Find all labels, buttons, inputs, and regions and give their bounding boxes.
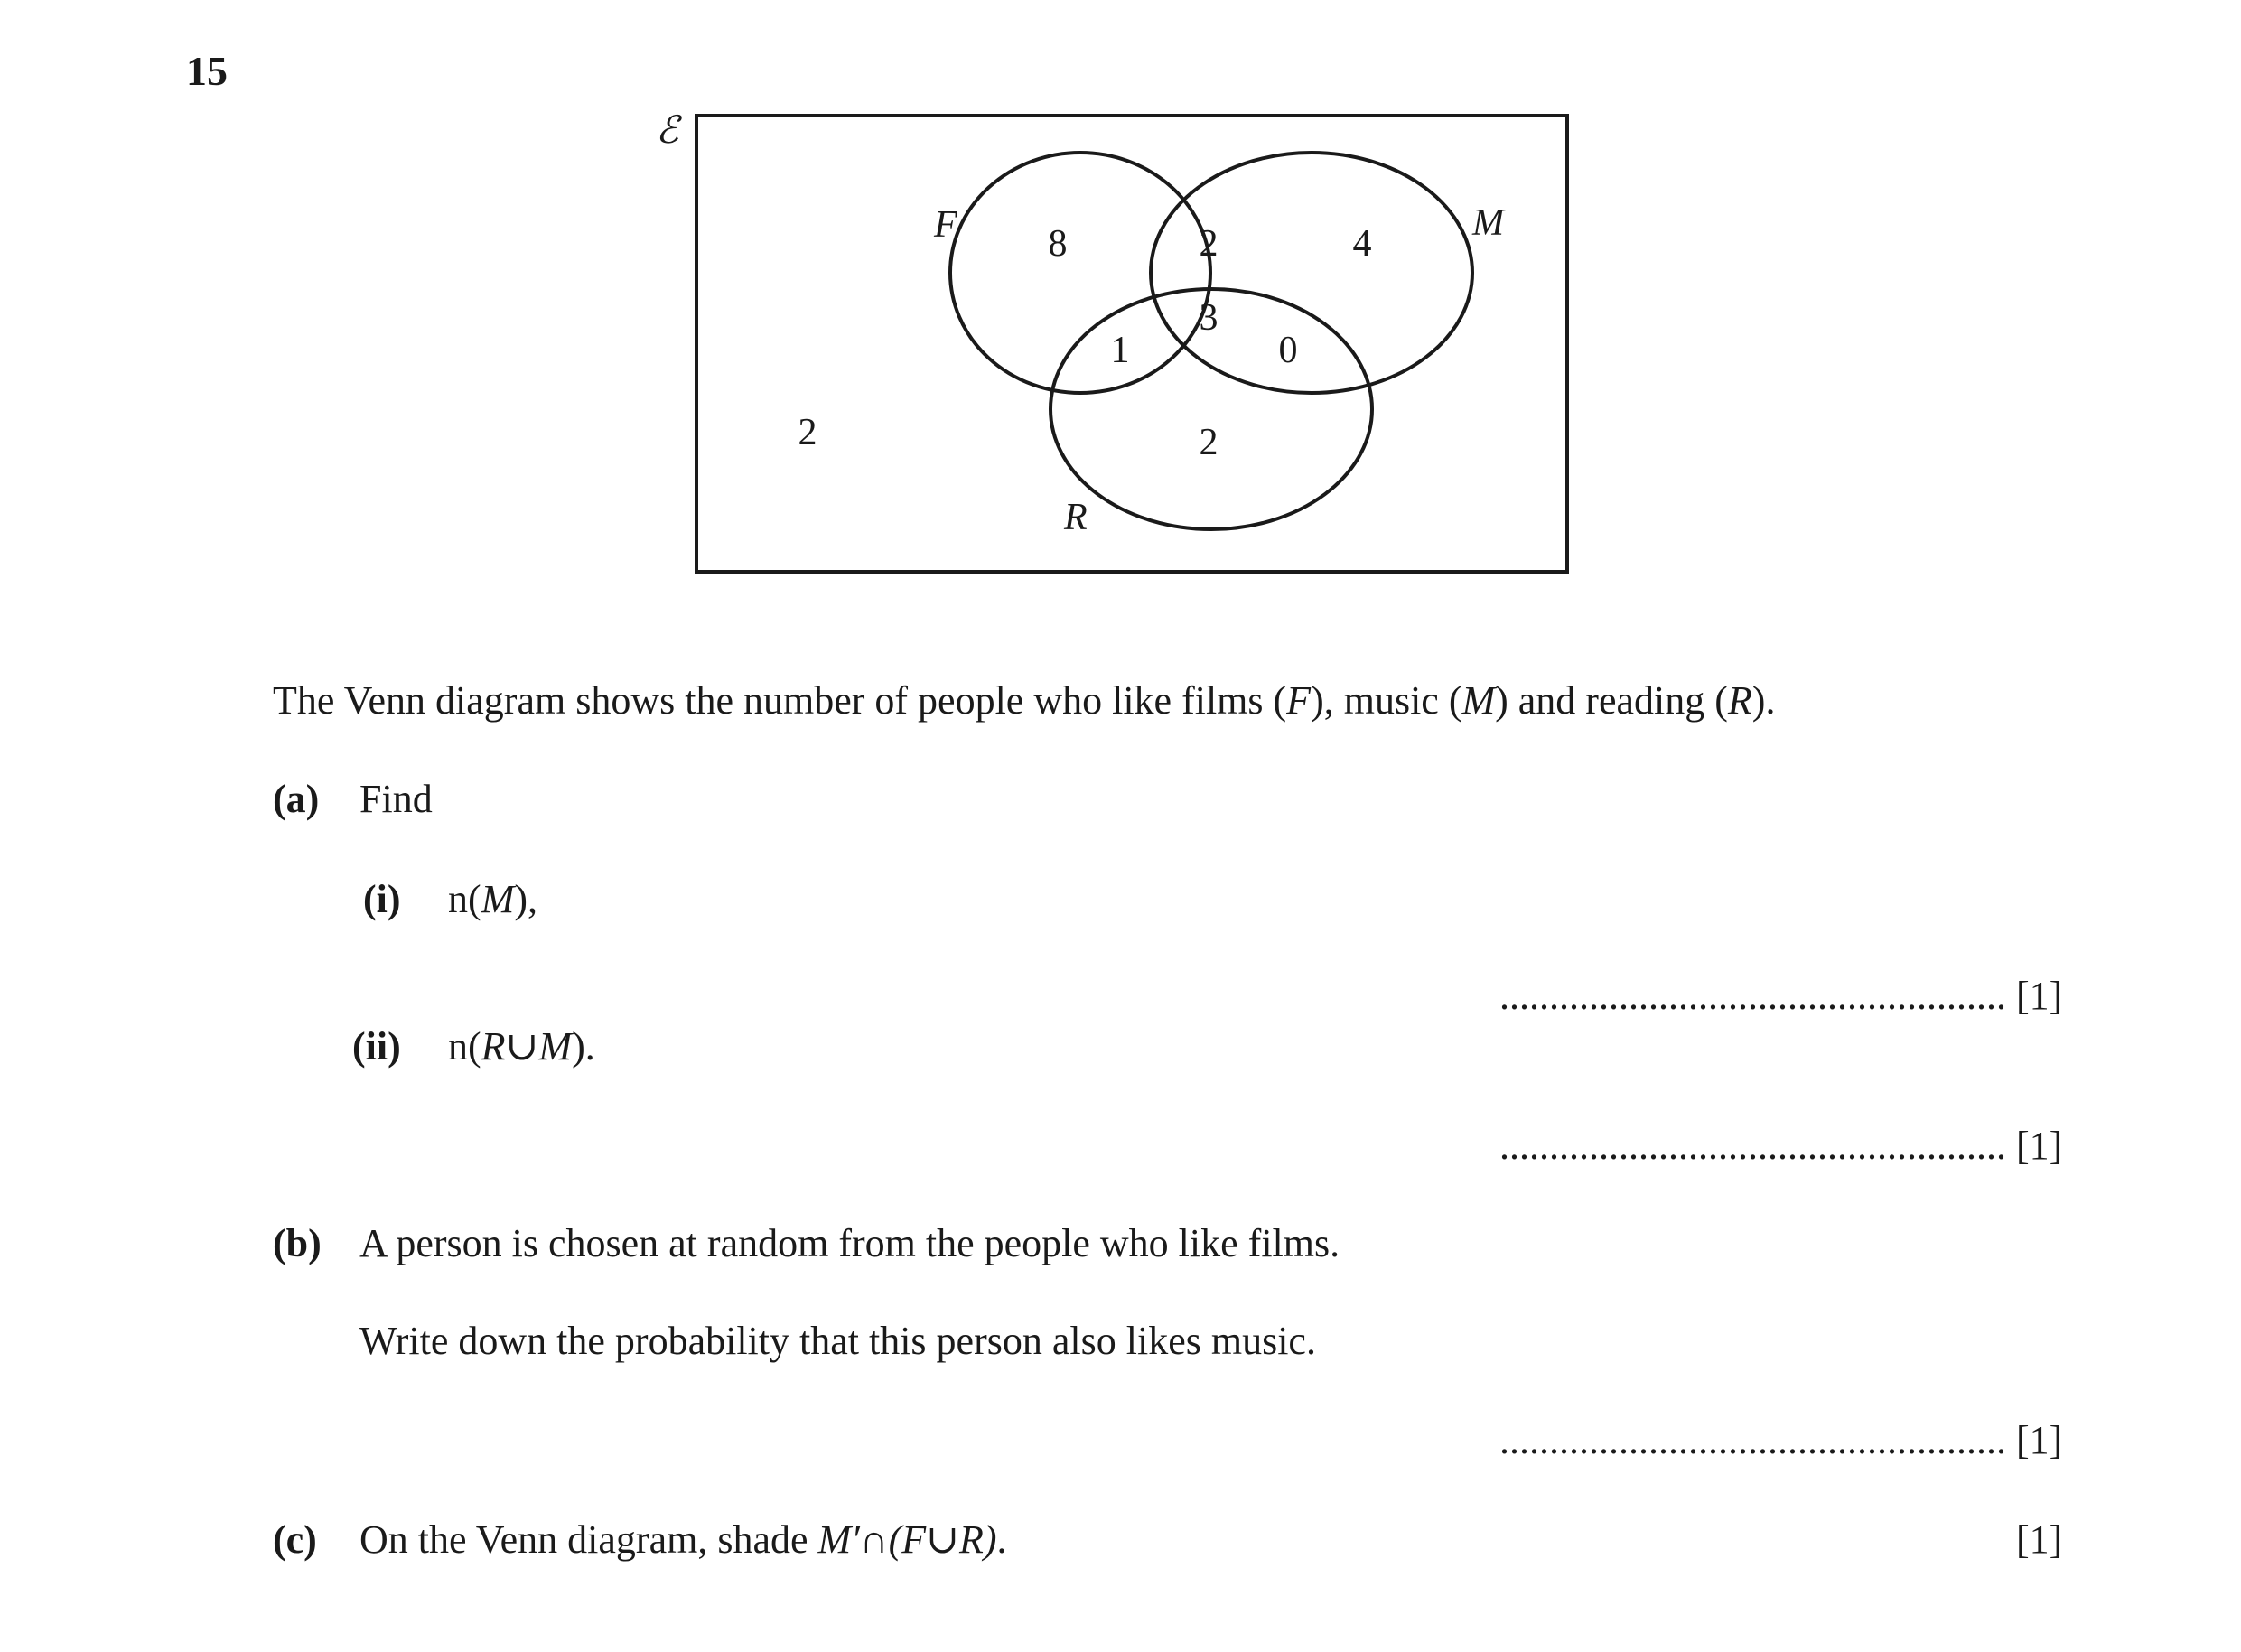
part-a-i-text: n(M), (448, 877, 537, 921)
intro-text: The Venn diagram shows the number of people who like films (F), music (M) and reading (R). (273, 678, 1776, 723)
set-label-f: F (934, 204, 957, 246)
universal-set-rectangle (696, 116, 1567, 572)
region-r-only: 2 (1199, 422, 1219, 463)
part-a-i-label: (i) (363, 877, 401, 921)
answer-line-a-i[interactable] (1499, 976, 2062, 1016)
answer-line-a-ii[interactable] (1499, 1126, 2062, 1166)
region-m-only: 4 (1352, 223, 1372, 265)
part-a-label: (a) (273, 777, 320, 821)
region-outside: 2 (798, 412, 817, 453)
marks-b: [1] (2016, 1418, 2063, 1462)
venn-diagram[interactable] (0, 0, 2241, 632)
part-b-line2: Write down the probability that this person also likes music. (359, 1319, 1316, 1363)
region-f-m-only: 2 (1199, 223, 1219, 265)
set-m-circle (1151, 153, 1472, 393)
answer-dots: ................................................... (1499, 974, 2006, 1018)
universal-set-symbol: ℰ (656, 110, 679, 152)
answer-line-b[interactable] (1499, 1418, 2063, 1462)
part-b-line1: A person is chosen at random from the people who like films. (359, 1221, 1340, 1265)
region-f-r-only: 1 (1110, 330, 1130, 371)
region-f-only: 8 (1048, 223, 1068, 265)
part-a-ii-label: (ii) (352, 1024, 401, 1069)
region-f-m-r: 3 (1199, 297, 1219, 339)
part-a-text: Find (359, 777, 433, 821)
marks-c: [1] (2016, 1517, 2063, 1562)
answer-dots: ................................................... (1499, 1124, 2006, 1168)
part-b-label: (b) (273, 1221, 322, 1265)
region-m-r-only: 0 (1278, 330, 1298, 371)
marks-a-i: [1] (2016, 974, 2063, 1018)
part-a-ii-text: n(R∪M). (448, 1024, 595, 1069)
set-label-r: R (1064, 497, 1088, 538)
answer-dots: ................................................... (1499, 1418, 2006, 1462)
question-number: 15 (186, 48, 228, 94)
part-c-label: (c) (273, 1517, 317, 1562)
set-label-m: M (1472, 202, 1504, 244)
marks-a-ii: [1] (2016, 1124, 2063, 1168)
part-c-text: On the Venn diagram, shade M′∩(F∪R). (359, 1517, 1007, 1562)
set-f-circle (950, 153, 1210, 393)
